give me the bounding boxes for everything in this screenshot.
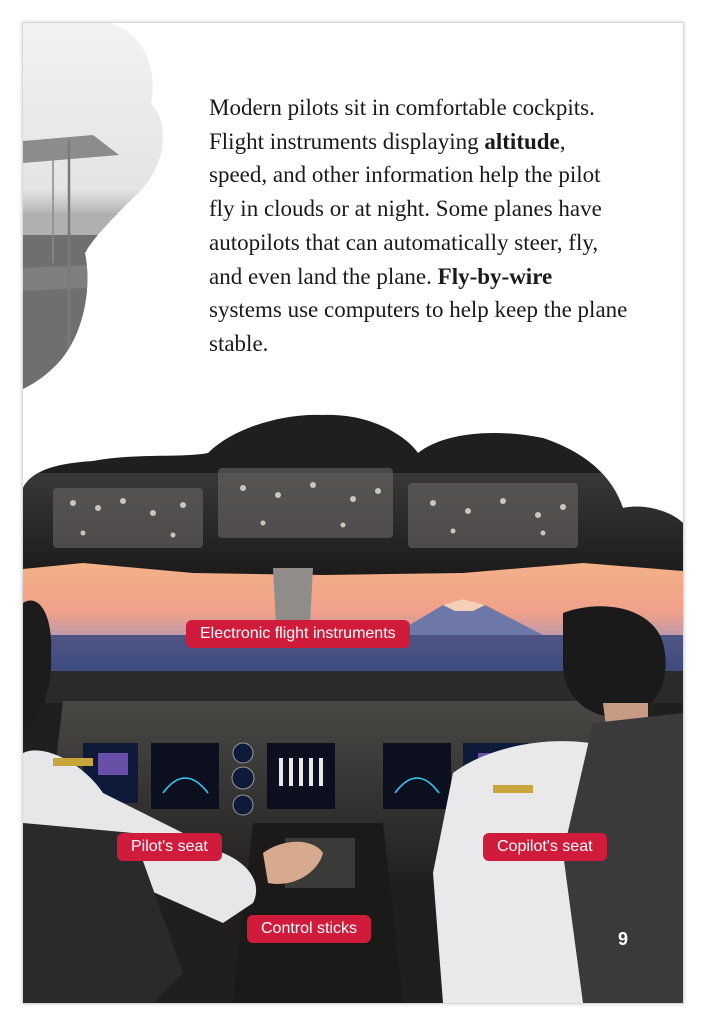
body-text-3: systems use computers to help keep the plane stable. [209,297,628,356]
label-copilots-seat: Copilot's seat [483,833,607,861]
term-fly-by-wire: Fly-by-wire [437,263,553,289]
label-electronic-flight-instruments: Electronic flight instruments [186,620,410,648]
body-text-2: , speed, and other information help the pilot fly in clouds or at night. Some planes have autopilots that can automatically steer, fly, and even land the plane. [209,128,602,289]
page-number: 9 [618,929,629,949]
body-text-1: Modern pilots sit in comfortable cockpits. Flight instruments displaying [209,95,595,154]
book-page [22,22,684,1004]
body-paragraph [209,91,629,361]
term-altitude: altitude [484,128,560,154]
label-control-sticks: Control sticks [247,915,371,943]
label-pilots-seat: Pilot's seat [117,833,222,861]
